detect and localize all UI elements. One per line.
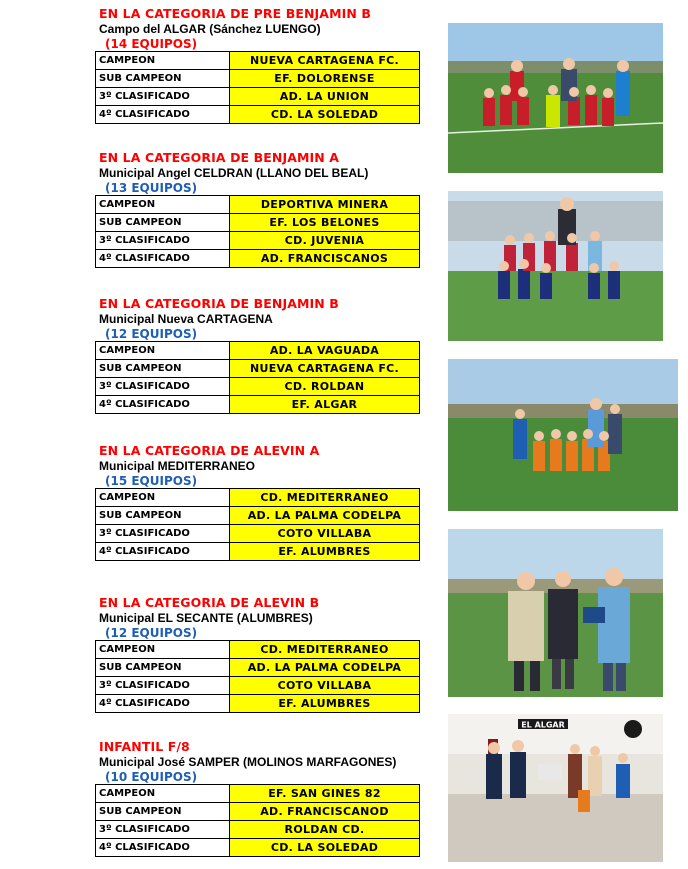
table-row [96,88,420,106]
position-label: 4º CLASIFICADO [96,106,230,124]
team-name: NUEVA CARTAGENA FC. [230,360,420,378]
table-row [96,803,420,821]
table-row [96,250,420,268]
venue-name: Municipal José SAMPER (MOLINOS MARFAGONES) [99,755,397,769]
position-label: CAMPEON [96,52,230,70]
results-table [95,341,420,414]
position-label: 4º CLASIFICADO [96,543,230,561]
sign-text: EL ALGAR [521,720,565,730]
position-label: 3º CLASIFICADO [96,677,230,695]
table-row [96,70,420,88]
section-pre-benjamin-b [95,6,435,124]
table-row [96,342,420,360]
venue-name: Municipal Angel CELDRAN (LLANO DEL BEAL) [99,166,369,180]
table-row [96,839,420,857]
section-alevin-b [95,595,435,713]
position-label: SUB CAMPEON [96,70,230,88]
team-count: (12 EQUIPOS) [105,327,198,341]
table-row [96,52,420,70]
position-label: SUB CAMPEON [96,507,230,525]
team-name: CD. LA SOLEDAD [230,106,420,124]
team-name: CD. LA SOLEDAD [230,839,420,857]
position-label: 4º CLASIFICADO [96,250,230,268]
team-name: EF. ALGAR [230,396,420,414]
team-name: EF. ALUMBRES [230,695,420,713]
position-label: 3º CLASIFICADO [96,525,230,543]
table-row [96,196,420,214]
position-label: 3º CLASIFICADO [96,88,230,106]
team-name: COTO VILLABA [230,677,420,695]
team-name: EF. ALUMBRES [230,543,420,561]
table-row [96,543,420,561]
position-label: SUB CAMPEON [96,214,230,232]
position-label: 3º CLASIFICADO [96,378,230,396]
category-title: EN LA CATEGORIA DE PRE BENJAMIN B [99,6,372,21]
position-label: SUB CAMPEON [96,803,230,821]
results-table [95,640,420,713]
team-name: COTO VILLABA [230,525,420,543]
team-count: (14 EQUIPOS) [105,37,198,51]
team-photo-benjamin-a [448,191,663,341]
table-row [96,525,420,543]
category-title: EN LA CATEGORIA DE ALEVIN B [99,595,320,610]
category-title: INFANTIL F/8 [99,739,190,754]
table-row [96,659,420,677]
team-name: AD. LA UNION [230,88,420,106]
position-label: 4º CLASIFICADO [96,839,230,857]
table-row [96,396,420,414]
team-name: EF. LOS BELONES [230,214,420,232]
section-benjamin-a [95,150,435,268]
category-title: EN LA CATEGORIA DE BENJAMIN B [99,296,339,311]
team-count: (10 EQUIPOS) [105,770,198,784]
team-photo-benjamin-b [448,359,678,511]
venue-name: Municipal EL SECANTE (ALUMBRES) [99,611,313,625]
table-row [96,641,420,659]
results-table [95,488,420,561]
position-label: SUB CAMPEON [96,360,230,378]
venue-name: Municipal Nueva CARTAGENA [99,312,273,326]
team-name: AD. FRANCISCANOD [230,803,420,821]
results-table [95,195,420,268]
team-name: CD. MEDITERRANEO [230,641,420,659]
category-title: EN LA CATEGORIA DE BENJAMIN A [99,150,340,165]
section-alevin-a [95,443,435,561]
position-label: CAMPEON [96,196,230,214]
team-name: DEPORTIVA MINERA [230,196,420,214]
table-row [96,785,420,803]
team-photo-pre-benjamin-b [448,23,663,173]
team-name: EF. DOLORENSE [230,70,420,88]
table-row [96,489,420,507]
table-row [96,106,420,124]
table-row [96,214,420,232]
position-label: CAMPEON [96,785,230,803]
results-table [95,51,420,124]
position-label: 3º CLASIFICADO [96,821,230,839]
table-row [96,821,420,839]
team-name: AD. FRANCISCANOS [230,250,420,268]
venue-name: Municipal MEDITERRANEO [99,459,256,473]
team-name: EF. SAN GINES 82 [230,785,420,803]
team-name: CD. MEDITERRANEO [230,489,420,507]
table-row [96,360,420,378]
table-row [96,677,420,695]
table-row [96,232,420,250]
team-name: CD. JUVENIA [230,232,420,250]
section-infantil-f8 [95,739,435,857]
position-label: 3º CLASIFICADO [96,232,230,250]
team-count: (13 EQUIPOS) [105,181,198,195]
team-count: (12 EQUIPOS) [105,626,198,640]
team-count: (15 EQUIPOS) [105,474,198,488]
category-title: EN LA CATEGORIA DE ALEVIN A [99,443,320,458]
venue-name: Campo del ALGAR (Sánchez LUENGO) [99,22,321,36]
award-photo-alevin-b [448,529,663,697]
team-name: ROLDAN CD. [230,821,420,839]
position-label: SUB CAMPEON [96,659,230,677]
position-label: CAMPEON [96,342,230,360]
results-table [95,784,420,857]
section-benjamin-b [95,296,435,414]
position-label: CAMPEON [96,641,230,659]
team-name: AD. LA VAGUADA [230,342,420,360]
team-name: NUEVA CARTAGENA FC. [230,52,420,70]
team-name: AD. LA PALMA CODELPA [230,507,420,525]
position-label: CAMPEON [96,489,230,507]
table-row [96,507,420,525]
table-row [96,378,420,396]
table-row [96,695,420,713]
award-photo-infantil [448,714,663,862]
position-label: 4º CLASIFICADO [96,695,230,713]
team-name: AD. LA PALMA CODELPA [230,659,420,677]
team-name: CD. ROLDAN [230,378,420,396]
position-label: 4º CLASIFICADO [96,396,230,414]
